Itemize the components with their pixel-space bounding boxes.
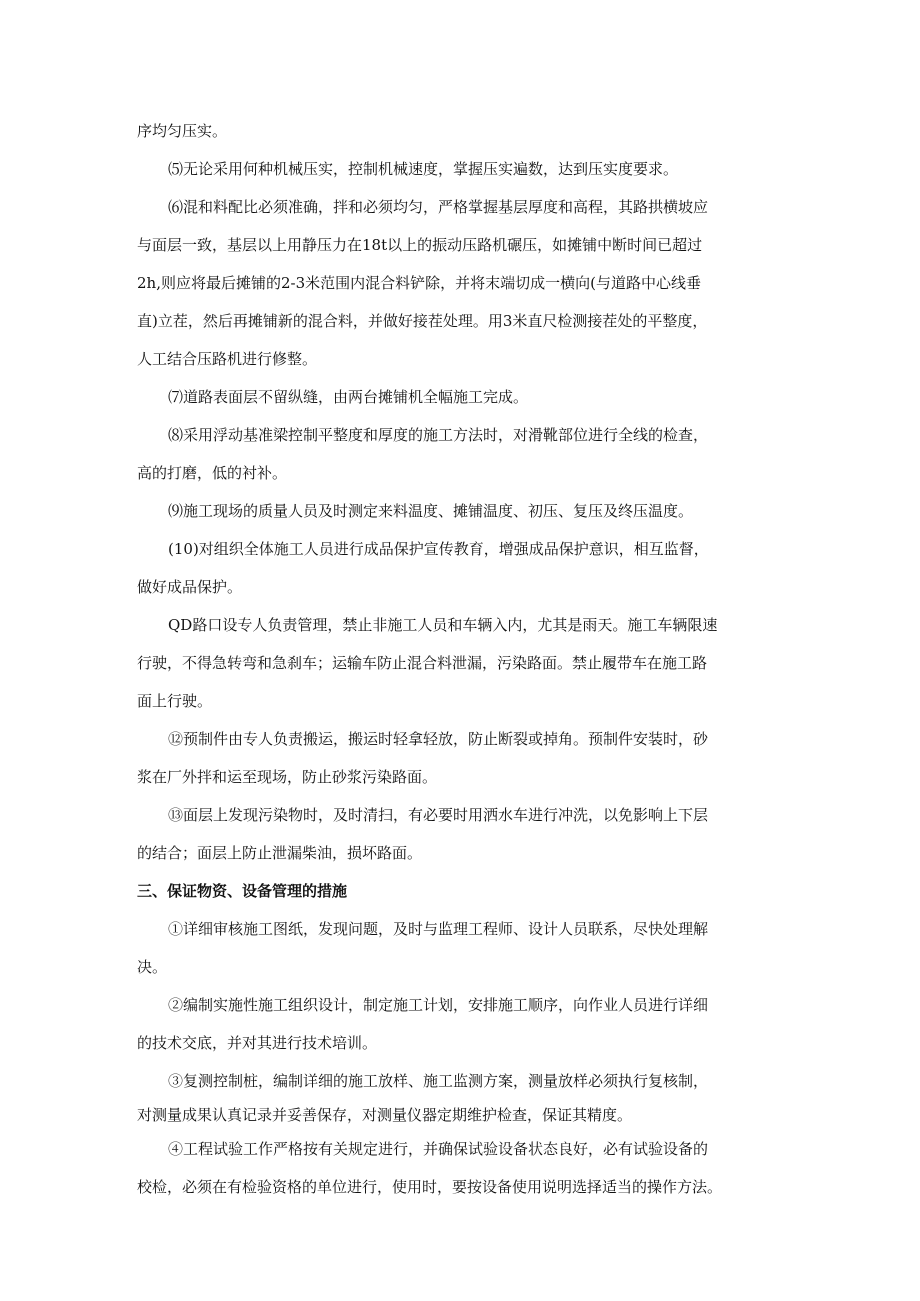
text-line: 校检，必须在有检验资格的单位进行，使用时，要按设备使用说明选择适当的操作方法。	[137, 1178, 723, 1196]
text-line: ⑬面层上发现污染物时，及时清扫，有必要时用洒水车进行冲洗，以免影响上下层	[168, 806, 709, 824]
text-line: 的结合；面层上防止泄漏柴油，损坏路面。	[137, 844, 423, 862]
paragraph-item-11	[137, 606, 799, 720]
text-line: ④工程试验工作严格按有关规定进行，并确保试验设备状态良好，必有试验设备的	[168, 1140, 709, 1158]
text-line: 做好成品保护。	[137, 578, 243, 596]
text-line: ⑼施工现场的质量人员及时测定来料温度、摊铺温度、初压、复压及终压温度。	[168, 502, 694, 520]
paragraph-continuation	[137, 112, 799, 150]
section-item-4	[137, 1130, 799, 1206]
section-heading: 三、保证物资、设备管理的措施	[137, 882, 348, 900]
paragraph-item-13	[137, 796, 799, 872]
text-line: 对测量成果认真记录并妥善保存，对测量仪器定期维护检查，保证其精度。	[137, 1106, 633, 1124]
paragraph-item-8	[137, 416, 799, 492]
text-line: ⑹混和料配比必须准确，拌和必须均匀，严格掌握基层厚度和高程，其路拱横坡应	[168, 198, 709, 216]
text-line: 与面层一致，基层以上用静压力在18t以上的振动压路机碾压，如摊铺中断时间已超过	[137, 236, 703, 254]
paragraph-item-9	[137, 492, 799, 530]
text-line: 面上行驶。	[137, 692, 213, 710]
section-item-2	[137, 986, 799, 1062]
text-line: QD路口设专人负责管理，禁止非施工人员和车辆入内，尤其是雨天。施工车辆限速	[168, 616, 718, 634]
text-line: 决。	[137, 958, 168, 976]
section-item-1	[137, 910, 799, 986]
text-line: 2h,则应将最后摊铺的2-3米范围内混合料铲除，并将末端切成一横向(与道路中心线垂	[137, 274, 701, 292]
text-line: ⑺道路表面层不留纵缝，由两台摊铺机全幅施工完成。	[168, 388, 529, 406]
paragraph-item-10	[137, 530, 799, 606]
paragraph-item-6	[137, 188, 799, 378]
text-line: ⑸无论采用何种机械压实，控制机械速度，掌握压实遍数，达到压实度要求。	[168, 160, 679, 178]
text-line: 直)立茬，然后再摊铺新的混合料，并做好接茬处理。用3米直尺检测接茬处的平整度，	[137, 312, 708, 330]
text-line: 的技术交底，并对其进行技术培训。	[137, 1034, 378, 1052]
paragraph-item-12	[137, 720, 799, 796]
paragraph-item-7	[137, 378, 799, 416]
text-line: (10)对组织全体施工人员进行成品保护宣传教育，增强成品保护意识，相互监督，	[168, 540, 709, 558]
text-line: ⑻采用浮动基准梁控制平整度和厚度的施工方法时，对滑靴部位进行全线的检查，	[168, 426, 709, 444]
text-line: ⑫预制件由专人负责搬运，搬运时轻拿轻放，防止断裂或掉角。预制件安装时，砂	[168, 730, 709, 748]
document-body	[137, 112, 799, 1206]
text-line: 序均匀压实。	[137, 122, 228, 140]
text-line: 人工结合压路机进行修整。	[137, 350, 318, 368]
text-line: 高的打磨，低的衬补。	[137, 464, 288, 482]
text-line: 行驶，不得急转弯和急刹车；运输车防止混合料泄漏，污染路面。禁止履带车在施工路	[137, 654, 708, 672]
text-line: ②编制实施性施工组织设计，制定施工计划，安排施工顺序，向作业人员进行详细	[168, 996, 709, 1014]
text-line: ①详细审核施工图纸，发现问题，及时与监理工程师、设计人员联系，尽快处理解	[168, 920, 709, 938]
section-item-3	[137, 1062, 799, 1130]
text-line: ③复测控制桩，编制详细的施工放样、施工监测方案，测量放样必须执行复核制，	[168, 1072, 709, 1090]
text-line: 浆在厂外拌和运至现场，防止砂浆污染路面。	[137, 768, 438, 786]
paragraph-item-5	[137, 150, 799, 188]
